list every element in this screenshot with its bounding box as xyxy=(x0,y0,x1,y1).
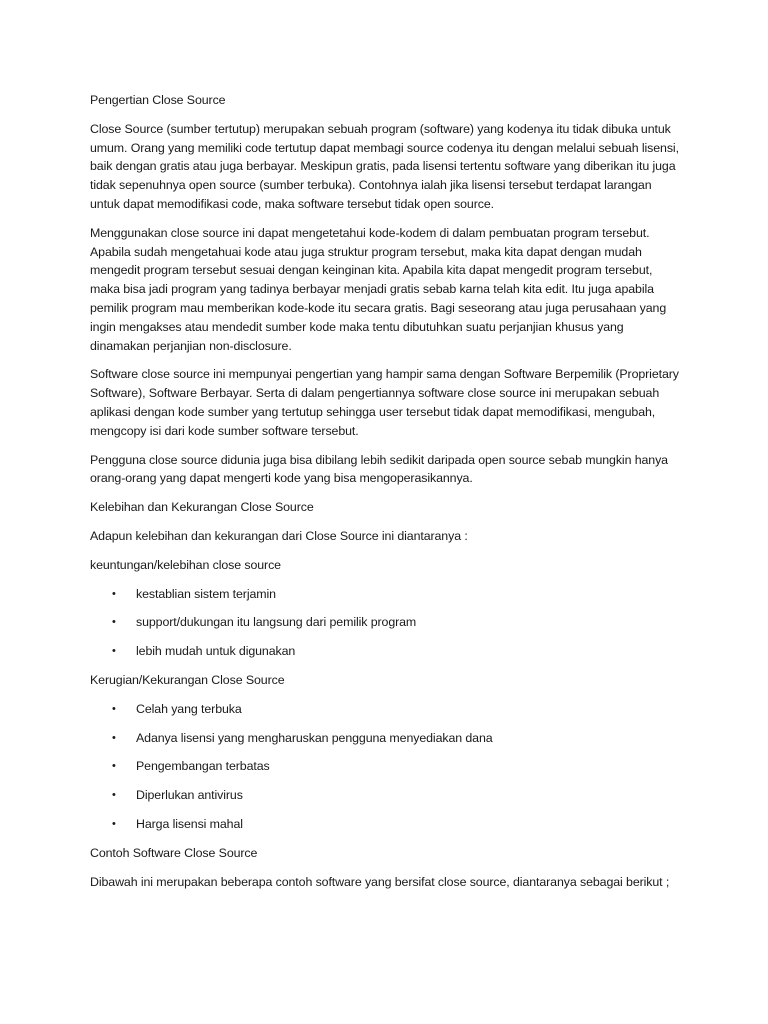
list-item-text: kestablian sistem terjamin xyxy=(136,586,276,601)
list-item xyxy=(90,613,684,632)
bullet-icon: • xyxy=(112,789,116,802)
list-item xyxy=(90,757,684,776)
bullet-icon: • xyxy=(112,760,116,773)
list-item-text: support/dukungan itu langsung dari pemilik program xyxy=(136,615,417,630)
advantages-list xyxy=(90,585,684,661)
advantages-heading: keuntungan/kelebihan close source xyxy=(90,557,281,572)
bullet-icon: • xyxy=(112,645,116,658)
bullet-icon: • xyxy=(112,616,116,629)
list-item-text: Adanya lisensi yang mengharuskan pengguna menyediakan dana xyxy=(136,730,493,745)
bullet-icon: • xyxy=(112,587,116,600)
paragraph-users: Pengguna close source didunia juga bisa dibilang lebih sedikit daripada open source sebab mungkin hanya orang-orang yang dapat mengerti kode yang bisa mengoperasikannya. xyxy=(90,452,668,486)
examples-intro: Dibawah ini merupakan beberapa contoh software yang bersifat close source, diantaranya sebagai berikut ; xyxy=(90,874,670,889)
list-item-text: Pengembangan terbatas xyxy=(136,759,270,774)
paragraph-definition: Close Source (sumber tertutup) merupakan sebuah program (software) yang kodenya itu tidak dibuka untuk umum. Orang yang memiliki code tertutup dapat membagi source codenya itu dengan melalui sebuah lisensi, baik dengan gratis atau juga berbayar. Meskipun gratis, pada lisensi tertentu software yang diberikan itu juga tidak sepenuhnya open source (sumber terbuka). Contohnya ialah jika lisensi tersebut terdapat larangan untuk dapat memodifikasi code, maka software tersebut tidak open source. xyxy=(90,121,679,211)
list-item xyxy=(90,729,684,748)
list-item xyxy=(90,815,684,834)
paragraph-usage: Menggunakan close source ini dapat mengetetahui kode-kodem di dalam pembuatan program tersebut. Apabila sudah mengetahuai kode atau juga struktur program tersebut, maka kita dapat dengan mudah mengedit program tersebut sesuai dengan keinginan kita. Apabila kita dapat mengedit program tersebut, maka bisa jadi program yang tadinya berbayar menjadi gratis sebab karna telah kita edit. Itu juga apabila pemilik program mau memberikan kode-kode itu secara gratis. Bagi seseorang atau juga perusahaan yang ingin mengakses atau mendedit sumber kode maka tentu dibutuhkan suatu perjanjian khusus yang dinamakan perjanjian non-disclosure. xyxy=(90,225,667,353)
list-item-text: Diperlukan antivirus xyxy=(136,788,243,803)
bullet-icon: • xyxy=(112,817,116,830)
paragraph-proprietary: Software close source ini mempunyai pengertian yang hampir sama dengan Software Berpemilik (Proprietary Software), Software Berbayar. Serta di dalam pengertiannya software close source ini merupakan sebuah aplikasi dengan kode sumber yang tertutup sehingga user tersebut tidak dapat memodifikasi, mengubah, mengcopy isi dari kode sumber software tersebut. xyxy=(90,367,679,438)
list-item xyxy=(90,642,684,661)
list-item-text: Celah yang terbuka xyxy=(136,701,242,716)
bullet-icon: • xyxy=(112,731,116,744)
bullet-icon: • xyxy=(112,702,116,715)
list-item xyxy=(90,786,684,805)
section-intro: Adapun kelebihan dan kekurangan dari Close Source ini diantaranya : xyxy=(90,528,468,543)
list-item xyxy=(90,700,684,719)
list-item-text: lebih mudah untuk digunakan xyxy=(136,644,296,659)
examples-heading: Contoh Software Close Source xyxy=(90,845,258,860)
list-item xyxy=(90,585,684,604)
disadvantages-heading: Kerugian/Kekurangan Close Source xyxy=(90,672,285,687)
list-item-text: Harga lisensi mahal xyxy=(136,816,243,831)
document-title: Pengertian Close Source xyxy=(90,93,226,107)
section-title: Kelebihan dan Kekurangan Close Source xyxy=(90,500,314,515)
disadvantages-list xyxy=(90,700,684,834)
